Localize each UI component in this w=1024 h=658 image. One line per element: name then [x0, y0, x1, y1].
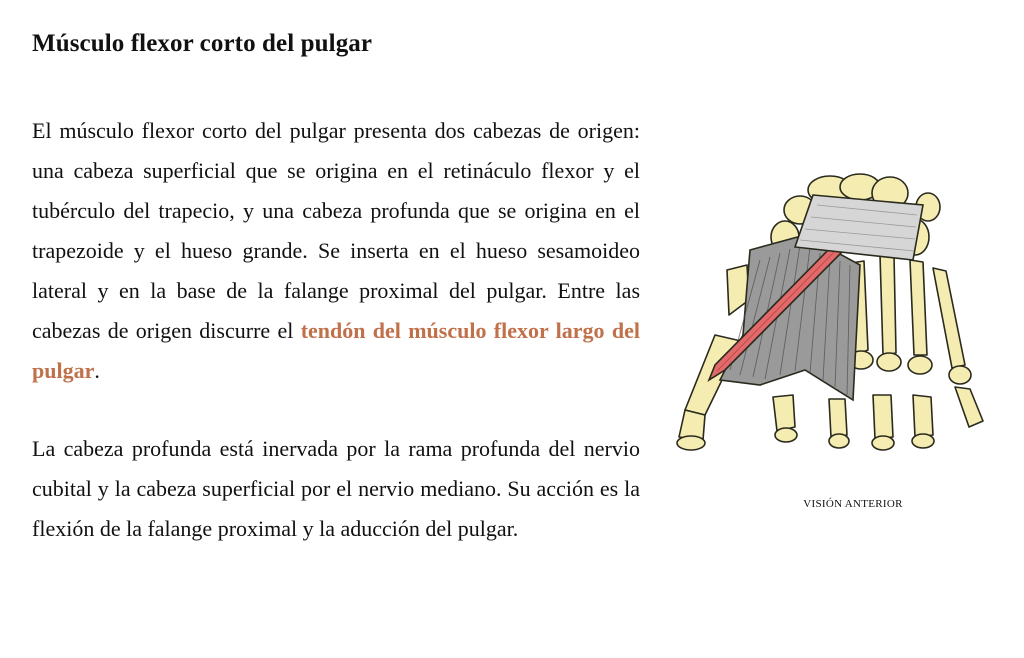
flexor-pollicis-longus-tendon-link[interactable]: tendón del músculo flexor largo del pulgar	[32, 318, 640, 383]
flexor-pollicis-brevis-muscle	[720, 235, 860, 400]
paragraph-origin-insertion	[32, 111, 640, 391]
metacarpal-bones	[849, 255, 971, 384]
paragraph-text-end: .	[94, 358, 100, 383]
paragraph-text: El músculo flexor corto del pulgar presenta dos cabezas de origen: una cabeza superficial que se origina en el retináculo flexor y el tubérculo del trapecio, y una cabeza profunda que se origina en el trapezoide y el hueso grande. Se inserta en el hueso sesamoideo lateral y en la base de la falange proximal del pulgar. Entre las cabezas de origen discurre el	[32, 118, 640, 343]
figure-caption: VISIÓN ANTERIOR	[803, 498, 903, 510]
hand-anatomy-illustration	[665, 165, 995, 455]
page-title: Músculo flexor corto del pulgar	[32, 30, 373, 57]
article-body	[32, 111, 640, 587]
paragraph-innervation-action: La cabeza profunda está inervada por la rama profunda del nervio cubital y la cabeza superficial por el nervio mediano. Su acción es la flexión de la falange proximal y la aducción del pulgar.	[32, 436, 640, 541]
proximal-phalanges	[773, 387, 983, 450]
